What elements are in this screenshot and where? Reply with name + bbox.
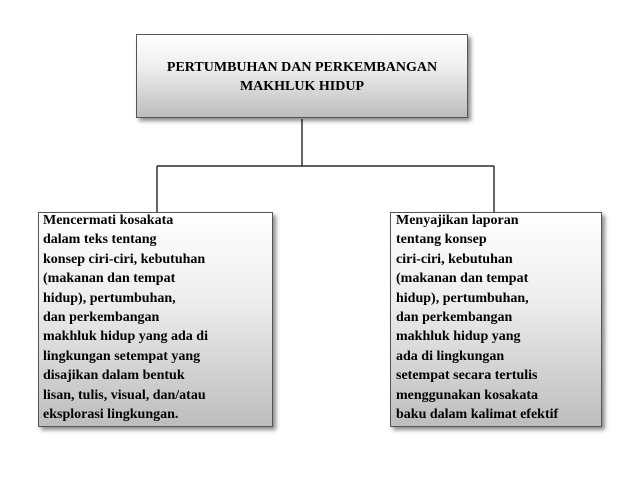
left-child-node-label: Mencermati kosakata dalam teks tentang konsep ciri-ciri, kebutuhan (makanan dan tempat hidup), pertumbuhan, dan perkembangan makhluk hidup yang ada di lingkungan setempat yang disajikan dalam bentuk lisan, tulis, visual, dan/atau eksplorasi lingkungan.: [43, 213, 208, 423]
right-child-node-label: Menyajikan laporan tentang konsep ciri-ciri, kebutuhan (makanan dan tempat hidup), pertumbuhan, dan perkembangan makhluk hidup yang ada di lingkungan setempat secara tertulis menggunakan kosakata baku dalam kalimat efektif: [396, 213, 559, 423]
root-node: [136, 34, 468, 118]
right-child-node: [390, 212, 602, 427]
root-node-label: PERTUMBUHAN DAN PERKEMBANGAN MAKHLUK HIDUP: [166, 60, 438, 94]
left-child-node: [38, 212, 273, 427]
